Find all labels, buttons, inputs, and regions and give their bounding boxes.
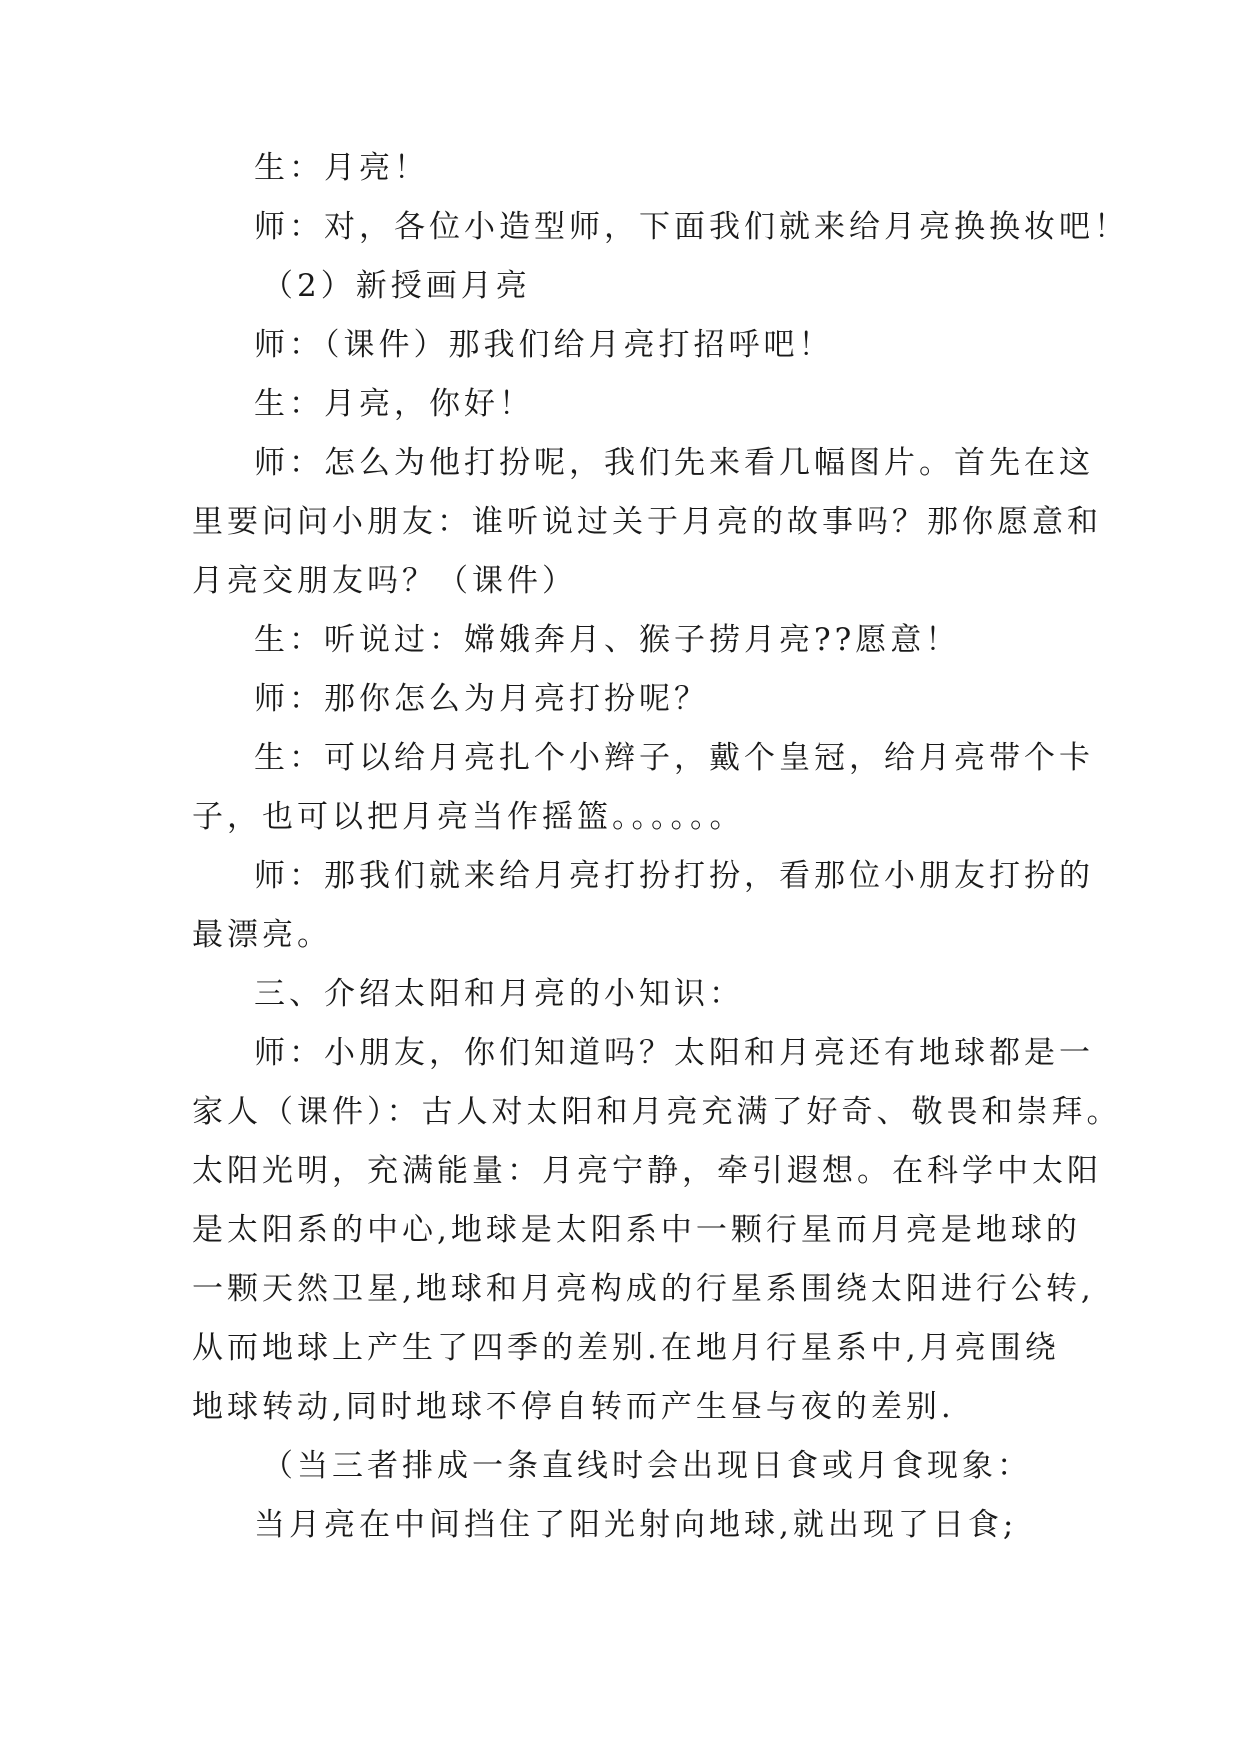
text-line: 是太阳系的中心,地球是太阳系中一颗行星而月亮是地球的: [192, 1212, 1081, 1248]
text-line: 子，也可以把月亮当作摇篮。。。。。。: [192, 799, 745, 835]
section-heading: 三、介绍太阳和月亮的小知识：: [254, 976, 744, 1012]
text-line: 师：（课件）那我们给月亮打招呼吧！: [254, 327, 834, 363]
text-line: 师：怎么为他打扮呢，我们先来看几幅图片。首先在这: [254, 445, 1094, 481]
text-line: 生：月亮！: [254, 150, 429, 186]
text-line: 师：那你怎么为月亮打扮呢？: [254, 681, 709, 717]
text-line: 月亮交朋友吗？（课件）: [192, 563, 577, 599]
section-heading: （2）新授画月亮: [262, 268, 531, 304]
text-line: 从而地球上产生了四季的差别.在地月行星系中,月亮围绕: [192, 1330, 1060, 1366]
text-line: 地球转动,同时地球不停自转而产生昼与夜的差别.: [192, 1389, 955, 1425]
text-line: 生：月亮，你好！: [254, 386, 534, 422]
text-line: 生：可以给月亮扎个小辫子，戴个皇冠，给月亮带个卡: [254, 740, 1094, 776]
text-line: 太阳光明，充满能量：月亮宁静，牵引遐想。在科学中太阳: [192, 1153, 1102, 1189]
text-line: 里要问问小朋友：谁听说过关于月亮的故事吗？那你愿意和: [192, 504, 1102, 540]
text-line: 生：听说过：嫦娥奔月、猴子捞月亮??愿意！: [254, 622, 961, 658]
text-line: 最漂亮。: [192, 917, 332, 953]
text-line: 家人（课件）：古人对太阳和月亮充满了好奇、敬畏和崇拜。: [192, 1094, 1122, 1130]
text-line: 当月亮在中间挡住了阳光射向地球,就出现了日食;: [254, 1507, 1018, 1543]
text-line: 师：那我们就来给月亮打扮打扮，看那位小朋友打扮的: [254, 858, 1094, 894]
text-line: （当三者排成一条直线时会出现日食或月食现象：: [262, 1448, 1032, 1484]
text-line: 师：小朋友，你们知道吗？太阳和月亮还有地球都是一: [254, 1035, 1094, 1071]
text-line: 师：对，各位小造型师，下面我们就来给月亮换换妆吧！: [254, 209, 1129, 245]
text-line: 一颗天然卫星,地球和月亮构成的行星系围绕太阳进行公转,: [192, 1271, 1095, 1307]
